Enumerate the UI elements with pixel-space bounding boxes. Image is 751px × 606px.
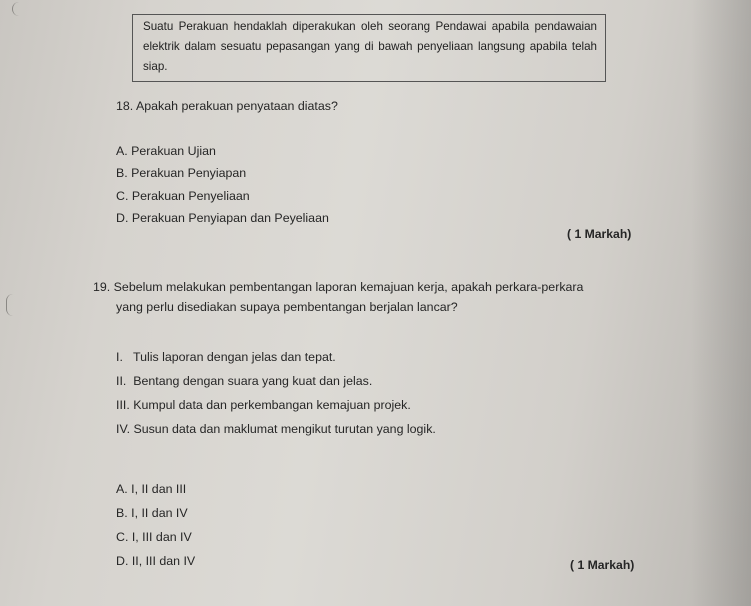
q18-option-a: A. Perakuan Ujian [116,144,216,158]
q18-option-d: D. Perakuan Penyiapan dan Peyeliaan [116,211,329,225]
q19-statement-4: IV. Susun data dan maklumat mengikut turutan yang logik. [116,422,436,436]
page-shadow [691,0,751,606]
q19-option-d: D. II, III dan IV [116,554,196,568]
question-18: 18. Apakah perakuan penyataan diatas? [116,99,338,113]
q19-statement-3: III. Kumpul data dan perkembangan kemajuan projek. [116,398,411,412]
page-edge-mark [6,294,13,316]
question-19-line2: yang perlu disediakan supaya pembentangan berjalan lancar? [116,300,458,314]
page-edge-mark [12,2,19,16]
q19-marks: ( 1 Markah) [570,558,635,572]
question-19-line1: 19. Sebelum melakukan pembentangan laporan kemajuan kerja, apakah perkara-perkara [93,280,584,294]
q19-statement-2: II. Bentang dengan suara yang kuat dan jelas. [116,374,373,388]
q18-option-b: B. Perakuan Penyiapan [116,166,247,180]
q19-option-a: A. I, II dan III [116,482,187,496]
q19-statement-1: I. Tulis laporan dengan jelas dan tepat. [116,350,336,364]
q19-option-c: C. I, III dan IV [116,530,192,544]
passage-box [132,14,606,82]
q18-marks: ( 1 Markah) [567,227,632,241]
q19-option-b: B. I, II dan IV [116,506,188,520]
q18-option-c: C. Perakuan Penyeliaan [116,189,250,203]
passage-text: Suatu Perakuan hendaklah diperakukan oleh seorang Pendawai apabila pendawaian elektrik dalam sesuatu pepasangan yang di bawah penyeliaan langsung apabila telah siap. [143,20,597,73]
